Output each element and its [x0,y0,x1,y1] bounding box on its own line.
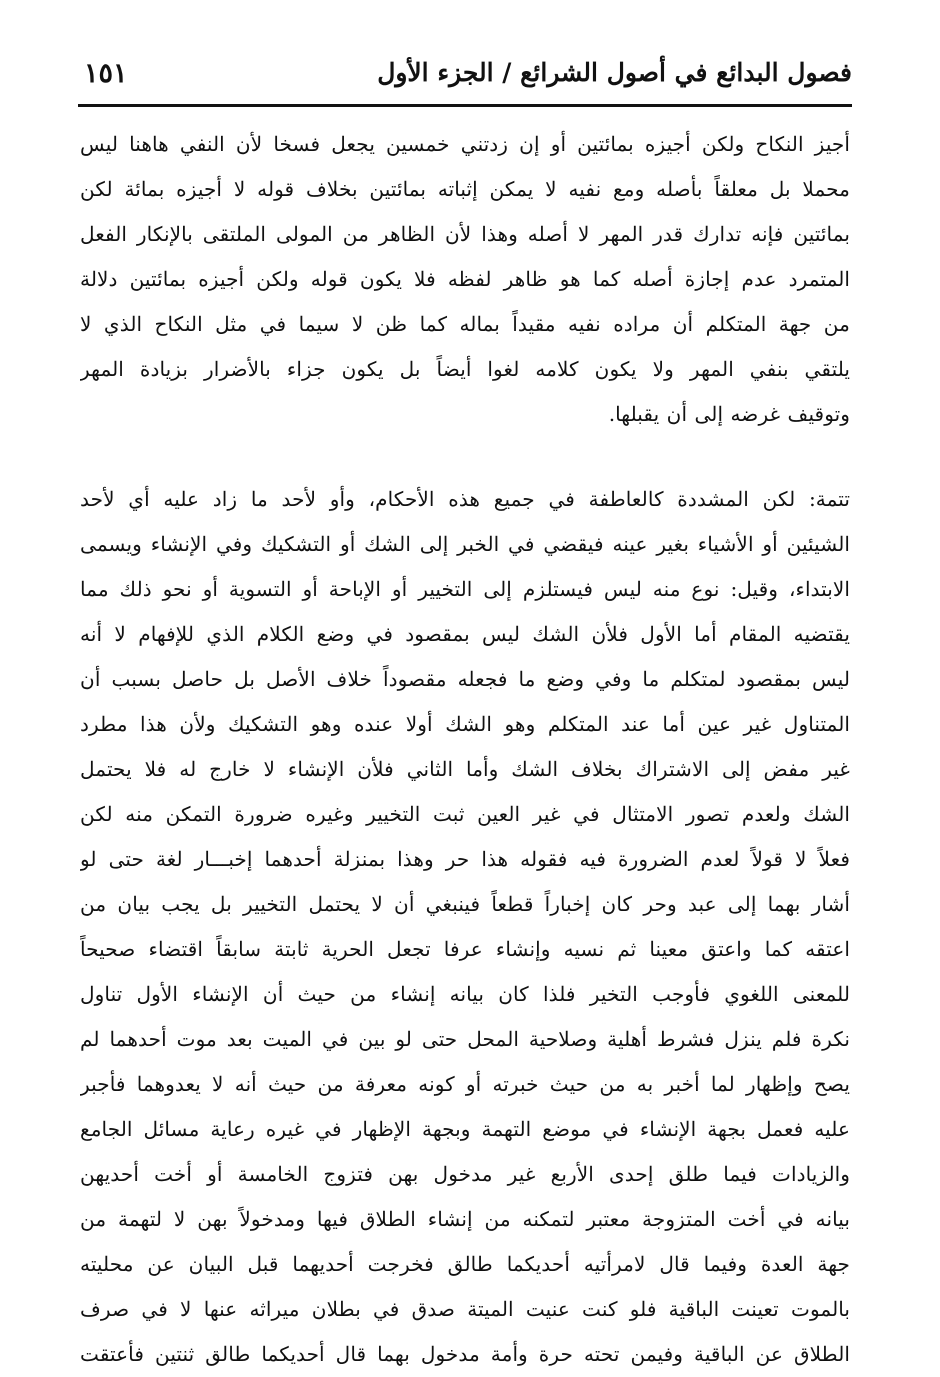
body-text [80,122,850,1377]
text-line: عليه فعمل بجهة الإنشاء في موضع التهمة وبجهة الإظهار في غيره رعاية مسائل الجامع [80,1117,850,1141]
text-line: يلتقي بنفي المهر ولا يكون كلامه لغوا أيضاً بل يكون جزاء بالأضرار بزيادة المهر [80,357,850,381]
text-line: غير مفض إلى الاشتراك بخلاف الشك وأما الثاني فلأن الإنشاء لا خارج له فلا يحتمل [80,757,850,781]
text-line: بالموت تعينت الباقية فلو كنت عنيت الميتة صدق في بطلان ميراثه عنها لا في صرف [80,1297,850,1321]
text-line: من جهة المتكلم أن مراده نفيه مقيداً بماله كما ظن لا سيما في مثل النكاح الذي لا [80,312,850,336]
text-line: الشك ولعدم تصور الامتثال في غير العين ثبت التخيير وغيره ضرورة التمكن منه لكن [80,802,850,826]
text-line: ليس بمقصود لمتكلم ما وفي وضع ما فجعله مقصوداً خلاف الأصل بل حاصل بسبب أن [80,667,850,691]
text-line: تتمة: لكن المشددة كالعاطفة في جميع هذه الأحكام، وأو لأحد ما زاد عليه أي لأحد [80,487,850,511]
text-line: الابتداء، وقيل: نوع منه ليس فيستلزم إلى التخيير أو الإباحة أو التسوية أو نحو ذلك مما [80,577,850,601]
text-line: فعلاً لا قولاً لعدم الضرورة فيه فقوله هذا حر وهذا بمنزلة أحدهما إخبـــار لغة حتى لو [80,847,850,871]
text-line: الشيئين أو الأشياء بغير عينه فيقضي في الخبر إلى الشك أو التشكيك وفي الإنشاء ويسمى [80,532,850,556]
text-line: المتناول غير عين أما عند المتكلم وهو الشك أولا عنده وهو التشكيك ولأن هذا مطرد [80,712,850,736]
text-line: بيانه في أخت المتزوجة معتبر لتمكنه من إنشاء الطلاق فيها ومدخولاً بهن لا لتهمة من [80,1207,850,1231]
text-line: الطلاق عن الباقية وفيمن تحته حرة وأمة مدخول بهما قال أحديكما طالق ثنتين فأعتقت [80,1342,850,1366]
page-number: ١٥١ [84,58,128,89]
paragraph-gap [80,437,850,477]
text-line: أشار بهما إلى عبد وحر كان إخباراً قطعاً فينبغي أن لا يحتمل التخيير بل يجب بيان من [80,892,850,916]
text-line: بمائتين فإنه تدارك قدر المهر لا أصله وهذا لأن الظاهر من المولى الملتقى بالإنكار الفعل [80,222,850,246]
text-line: أجيز النكاح ولكن أجيزه بمائتين أو إن زدتني خمسين يجعل فسخا لأن النفي هاهنا ليس [80,132,850,156]
text-line: يصح وإظهار لما أخبر به من حيث خبرته أو كونه معرفة من حيث أنه لا يعدوهما فأجبر [80,1072,850,1096]
text-line: وتوقيف غرضه إلى أن يقبلها. [608,402,850,426]
text-line: للمعنى اللغوي فأوجب التخير فلذا كان بيانه إنشاء من حيث أن الإنشاء الأول تناول [80,982,850,1006]
text-line: المتمرد عدم إجازة أصله كما هو ظاهر لفظه فلا يكون قوله ولكن أجيزه بمائتين دلالة [80,267,850,291]
running-title: فصول البدائع في أصول الشرائع / الجزء الأول [377,58,852,87]
text-line: اعتقه كما واعتق معينا ثم نسيه وإنشاء عرفا تجعل الحرية ثابتة سابقاً اقتضاء صحيحاً [80,937,850,961]
header-rule [78,104,852,107]
text-line: يقتضيه المقام أما الأول فلأن الشك ليس بمقصود في وضع الكلام الذي للإفهام لا أنه [80,622,850,646]
text-line: محملا بل معلقاً بأصله ومع نفيه لا يمكن إثباته بمائتين بخلاف قوله لا أجيزه بمائة لكن [80,177,850,201]
paragraph-1 [80,122,850,437]
text-line: والزيادات فيما طلق إحدى الأربع غير مدخول بهن فتزوج الخامسة أو أخت أحديهن [80,1162,850,1186]
paragraph-2 [80,477,850,1377]
text-line: جهة العدة وفيما قال لامرأتيه أحديكما طالق فخرجت أحديهما قبل البيان عن محليته [80,1252,850,1276]
text-line: نكرة فلم ينزل فشرط أهلية وصلاحية المحل حتى لو بين في الميت بعد موت أحدهما لم [80,1027,850,1051]
running-header [78,48,852,106]
